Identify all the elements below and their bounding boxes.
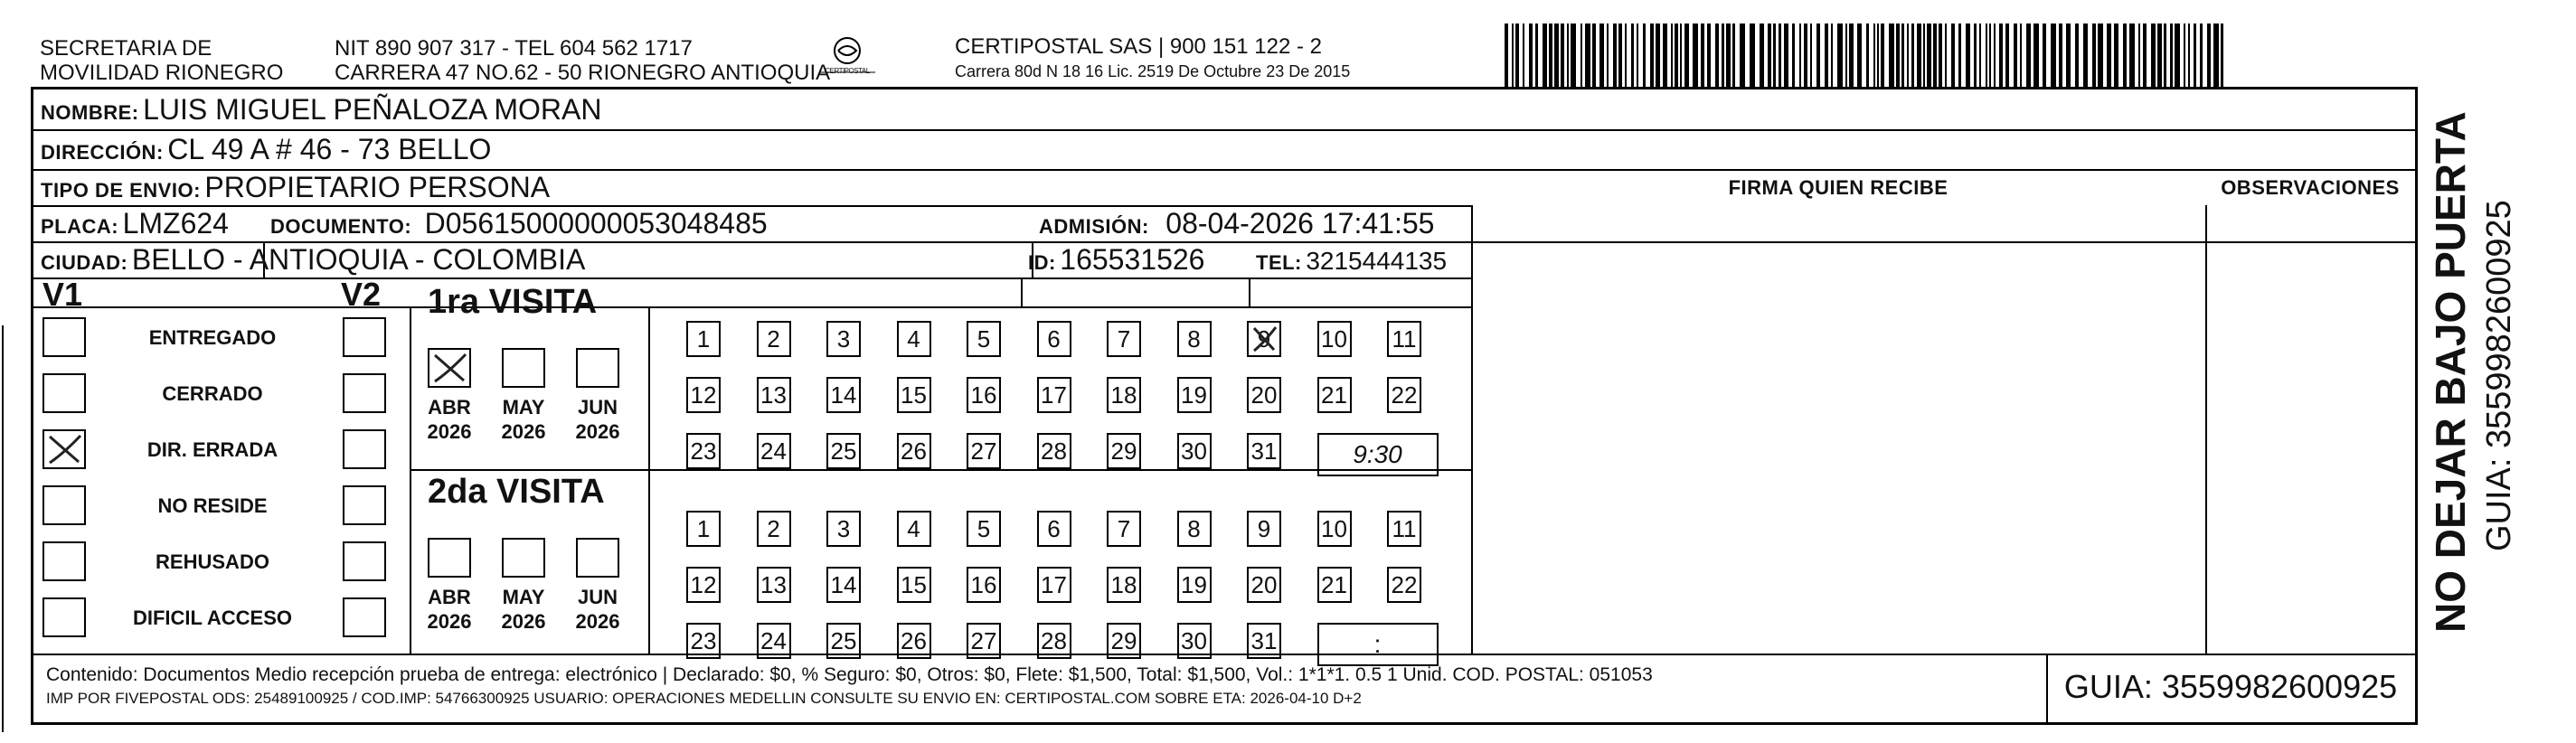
- documento-row: [270, 207, 768, 240]
- tel-value: 3215444135: [1306, 247, 1448, 275]
- direccion-value: CL 49 A # 46 - 73 BELLO: [167, 133, 492, 165]
- month-year: 2026: [575, 610, 620, 633]
- month-year: 2026: [427, 610, 472, 633]
- day-box[interactable]: 1: [686, 511, 721, 547]
- second-visit-title: 2da VISITA: [428, 473, 605, 511]
- day-box[interactable]: 12: [686, 377, 721, 413]
- barcode-bar: [2221, 24, 2223, 89]
- status-label: DIFICIL ACCESO: [132, 607, 292, 629]
- barcode-bar: [1625, 24, 1627, 89]
- side-guia-text: GUIA: 3559982600925: [2480, 200, 2518, 551]
- day-box[interactable]: 18: [1107, 377, 1141, 413]
- v1-checkbox[interactable]: [42, 373, 86, 413]
- barcode-bar: [2092, 24, 2096, 89]
- barcode-bar: [1857, 24, 1862, 89]
- day-box[interactable]: 30: [1177, 433, 1212, 469]
- barcode-bar: [1881, 24, 1884, 89]
- barcode-bar: [1684, 24, 1689, 89]
- month-checkbox[interactable]: [428, 538, 471, 578]
- barcode-bar: [1799, 24, 1801, 89]
- day-box[interactable]: 20: [1247, 377, 1281, 413]
- barcode-bar: [1554, 24, 1559, 89]
- barcode-bar: [2143, 24, 2147, 89]
- barcode-bar: [1663, 24, 1667, 89]
- barcode-bar: [1784, 24, 1788, 89]
- barcode-bar: [2129, 24, 2135, 89]
- month-name: JUN: [577, 396, 618, 419]
- barcode-bar: [1656, 24, 1660, 89]
- barcode-bar: [1816, 24, 1820, 89]
- barcode-bar: [1732, 24, 1735, 89]
- status-label: NO RESIDE: [157, 494, 268, 517]
- barcode-bar: [1515, 24, 1519, 89]
- day-box[interactable]: 23: [686, 623, 721, 659]
- day-box[interactable]: 4: [897, 321, 931, 357]
- month-checkbox[interactable]: [576, 348, 619, 388]
- barcode-bar: [1715, 24, 1719, 89]
- day-box[interactable]: 29: [1107, 433, 1141, 469]
- barcode-bar: [1951, 24, 1955, 89]
- barcode-bar: [1618, 24, 1622, 89]
- barcode-bar: [1592, 24, 1596, 89]
- v2-header: V2: [341, 276, 382, 313]
- barcode-bar: [1571, 24, 1576, 89]
- barcode-bar: [1994, 24, 1996, 89]
- barcode-bar: [1979, 24, 1981, 89]
- month-name: MAY: [502, 586, 545, 608]
- ciudad-value: BELLO - ANTIOQUIA - COLOMBIA: [131, 243, 586, 276]
- v2-checkbox[interactable]: [343, 373, 386, 413]
- tipo-label: TIPO DE ENVIO:: [41, 179, 201, 202]
- barcode-bar: [2207, 24, 2211, 89]
- tel-row: [1256, 247, 1447, 276]
- documento-label: DOCUMENTO:: [270, 215, 412, 238]
- day-box[interactable]: 11: [1387, 511, 1421, 547]
- margin-line: [2, 325, 4, 732]
- ciudad-row: [41, 243, 585, 277]
- month-year: 2026: [427, 420, 472, 443]
- barcode-bar: [1671, 24, 1673, 89]
- day-box[interactable]: 17: [1037, 567, 1071, 603]
- barcode-bar: [1637, 24, 1638, 89]
- tel-label: TEL:: [1256, 251, 1302, 274]
- barcode-bar: [1680, 24, 1682, 89]
- day-box[interactable]: 22: [1387, 377, 1421, 413]
- direccion-label: DIRECCIÓN:: [41, 141, 164, 164]
- nombre-label: NOMBRE:: [41, 101, 139, 124]
- ciudad-label: CIUDAD:: [41, 251, 128, 274]
- crossed-day: 9: [1257, 325, 1271, 353]
- barcode-bar: [1535, 24, 1538, 89]
- barcode-bar: [2075, 24, 2079, 89]
- barcode-bar: [1866, 24, 1869, 89]
- barcode-bar: [2114, 24, 2118, 89]
- v2-checkbox[interactable]: [343, 485, 386, 525]
- admision-value: 08-04-2026 17:41:55: [1165, 207, 1435, 240]
- v2-checkbox[interactable]: [343, 597, 386, 637]
- day-box[interactable]: 19: [1177, 377, 1212, 413]
- v1-checkbox[interactable]: [42, 597, 86, 637]
- first-visit-title: 1ra VISITA: [428, 283, 598, 321]
- barcode-bar: [1561, 24, 1564, 89]
- month-checkbox[interactable]: [428, 348, 471, 388]
- month-year: 2026: [501, 610, 546, 633]
- month-year: 2026: [575, 420, 620, 443]
- barcode-bar: [1505, 24, 1508, 89]
- day-box[interactable]: 29: [1107, 623, 1141, 659]
- day-box[interactable]: 2: [757, 321, 791, 357]
- day-box[interactable]: 5: [967, 321, 1001, 357]
- day-box[interactable]: [1247, 321, 1281, 357]
- id-row: [1028, 243, 1204, 277]
- day-box[interactable]: 28: [1037, 623, 1071, 659]
- footer-guia: GUIA: 3559982600925: [2063, 668, 2398, 705]
- barcode-bar: [1825, 24, 1828, 89]
- barcode-bar: [1693, 24, 1698, 89]
- barcode-bar: [2066, 24, 2071, 89]
- month-label: [496, 395, 551, 444]
- org-line-1: SECRETARIA DE: [40, 36, 212, 61]
- barcode-bar: [2138, 24, 2140, 89]
- v2-checkbox[interactable]: [343, 541, 386, 581]
- month-checkbox[interactable]: [576, 538, 619, 578]
- day-box[interactable]: 13: [757, 567, 791, 603]
- handwritten-x-mark: [44, 431, 84, 467]
- nombre-row: [41, 93, 601, 127]
- barcode-bar: [1810, 24, 1812, 89]
- month-label: [571, 585, 625, 634]
- barcode-bar: [1726, 24, 1731, 89]
- barcode-bar: [1549, 24, 1552, 89]
- barcode-bar: [2107, 24, 2111, 89]
- observaciones-header: OBSERVACIONES: [2221, 176, 2400, 199]
- no-dejar-bajo-puerta: NO DEJAR BAJO PUERTA: [2427, 111, 2474, 633]
- v1-checkbox[interactable]: [42, 429, 86, 469]
- day-box[interactable]: 7: [1107, 321, 1141, 357]
- id-label: ID:: [1028, 251, 1056, 274]
- barcode-bar: [1760, 24, 1764, 89]
- day-box[interactable]: 13: [757, 377, 791, 413]
- side-guia: [2477, 154, 2523, 551]
- barcode-bar: [1907, 24, 1909, 89]
- barcode-bar: [1567, 24, 1569, 89]
- month-label: [422, 395, 477, 444]
- day-box[interactable]: 26: [897, 433, 931, 469]
- barcode-bar: [1512, 24, 1514, 89]
- day-box[interactable]: 1: [686, 321, 721, 357]
- barcode-bar: [2188, 24, 2190, 89]
- barcode-bar: [1581, 24, 1582, 89]
- day-box[interactable]: 2: [757, 511, 791, 547]
- barcode: [1505, 24, 2228, 93]
- barcode-bar: [1585, 24, 1590, 89]
- barcode-bar: [1889, 24, 1894, 89]
- barcode-bar: [1966, 24, 1970, 89]
- courier-line-1: CERTIPOSTAL SAS | 900 151 122 - 2: [955, 34, 1322, 59]
- day-box[interactable]: 21: [1317, 567, 1352, 603]
- day-box[interactable]: 11: [1387, 321, 1421, 357]
- barcode-bar: [2184, 24, 2185, 89]
- barcode-bar: [2200, 24, 2203, 89]
- admision-label: ADMISIÓN:: [1039, 215, 1149, 238]
- barcode-bar: [1543, 24, 1547, 89]
- day-box[interactable]: 12: [686, 567, 721, 603]
- barcode-bar: [2059, 24, 2062, 89]
- barcode-bar: [2213, 24, 2219, 89]
- visit-time-box[interactable]: 9:30: [1317, 433, 1439, 476]
- barcode-bar: [1917, 24, 1921, 89]
- logo-text: CERTIPOSTAL: [825, 67, 870, 75]
- barcode-bar: [1933, 24, 1937, 89]
- sender-nit: NIT 890 907 317 - TEL 604 562 1717: [335, 36, 693, 61]
- barcode-bar: [2098, 24, 2103, 89]
- barcode-bar: [1939, 24, 1942, 89]
- day-box[interactable]: 23: [686, 433, 721, 469]
- day-box[interactable]: 16: [967, 567, 1001, 603]
- day-box[interactable]: 27: [967, 623, 1001, 659]
- barcode-bar: [2151, 24, 2156, 89]
- barcode-bar: [1768, 24, 1771, 89]
- sender-info: [335, 36, 830, 85]
- contenido-text: Contenido: Documentos Medio recepción prueba de entrega: electrónico | Declarado: $0, % Seguro: $0, Otros: $0, Flete: $1,500, Total: $1,500, Vol.: 1*1*1. 0.5 1 Unid. COD. POSTAL: 051053: [46, 664, 1653, 685]
- courier-line-2: Carrera 80d N 18 16 Lic. 2519 De Octubre 23 De 2015: [955, 62, 1351, 80]
- day-box[interactable]: 24: [757, 433, 791, 469]
- day-box[interactable]: 31: [1247, 623, 1281, 659]
- barcode-bar: [1523, 24, 1524, 89]
- month-name: MAY: [502, 396, 545, 419]
- placa-label: PLACA:: [41, 215, 119, 238]
- barcode-bar: [2020, 24, 2022, 89]
- day-box[interactable]: 16: [967, 377, 1001, 413]
- day-box[interactable]: 10: [1317, 511, 1352, 547]
- barcode-bar: [1837, 24, 1843, 89]
- barcode-bar: [2033, 24, 2039, 89]
- day-box[interactable]: 17: [1037, 377, 1071, 413]
- org-name: [40, 36, 283, 85]
- barcode-bar: [1877, 24, 1879, 89]
- placa-value: LMZ624: [122, 207, 229, 240]
- day-box[interactable]: 15: [897, 377, 931, 413]
- barcode-bar: [2083, 24, 2088, 89]
- barcode-bar: [1804, 24, 1807, 89]
- barcode-bar: [2043, 24, 2046, 89]
- v1-checkbox[interactable]: [42, 541, 86, 581]
- day-box[interactable]: 3: [826, 511, 861, 547]
- barcode-bar: [1675, 24, 1678, 89]
- barcode-bar: [1779, 24, 1781, 89]
- v2-checkbox[interactable]: [343, 317, 386, 357]
- barcode-bar: [2157, 24, 2162, 89]
- day-box[interactable]: 15: [897, 567, 931, 603]
- v1-checkbox[interactable]: [42, 485, 86, 525]
- day-box[interactable]: 9: [1247, 511, 1281, 547]
- day-box[interactable]: 20: [1247, 567, 1281, 603]
- status-label: REHUSADO: [156, 550, 269, 573]
- day-box[interactable]: 3: [826, 321, 861, 357]
- barcode-bar: [2170, 24, 2173, 89]
- month-label: [571, 395, 625, 444]
- month-year: 2026: [501, 420, 546, 443]
- barcode-bar: [1529, 24, 1533, 89]
- courier-info: [955, 34, 1350, 83]
- placa-row: [41, 207, 229, 240]
- day-box[interactable]: 26: [897, 623, 931, 659]
- nombre-value: LUIS MIGUEL PEÑALOZA MORAN: [143, 93, 602, 126]
- barcode-bar: [1873, 24, 1875, 89]
- barcode-bar: [1773, 24, 1776, 89]
- day-box[interactable]: 6: [1037, 511, 1071, 547]
- day-box[interactable]: 22: [1387, 567, 1421, 603]
- barcode-bar: [1974, 24, 1977, 89]
- barcode-bar: [1901, 24, 1904, 89]
- day-box[interactable]: 30: [1177, 623, 1212, 659]
- barcode-bar: [1701, 24, 1704, 89]
- month-name: ABR: [428, 586, 471, 608]
- barcode-bar: [2175, 24, 2180, 89]
- day-box[interactable]: 6: [1037, 321, 1071, 357]
- month-name: JUN: [577, 586, 618, 608]
- barcode-bar: [1792, 24, 1795, 89]
- barcode-bar: [1599, 24, 1604, 89]
- v2-checkbox[interactable]: [343, 429, 386, 469]
- day-box[interactable]: 14: [826, 567, 861, 603]
- barcode-bar: [1927, 24, 1931, 89]
- side-warning: [2425, 111, 2479, 633]
- tipo-value: PROPIETARIO PERSONA: [204, 171, 551, 203]
- barcode-bar: [1999, 24, 2003, 89]
- barcode-bar: [1986, 24, 1987, 89]
- barcode-bar: [1945, 24, 1947, 89]
- firma-header: FIRMA QUIEN RECIBE: [1728, 176, 1949, 199]
- barcode-bar: [2164, 24, 2166, 89]
- day-box[interactable]: 5: [967, 511, 1001, 547]
- month-label: [496, 585, 551, 634]
- barcode-bar: [1845, 24, 1847, 89]
- barcode-bar: [1831, 24, 1833, 89]
- status-label: ENTREGADO: [148, 326, 277, 349]
- day-box[interactable]: 21: [1317, 377, 1352, 413]
- v1-checkbox[interactable]: [42, 317, 86, 357]
- barcode-bar: [2026, 24, 2031, 89]
- barcode-bar: [1911, 24, 1914, 89]
- month-checkbox[interactable]: [502, 538, 545, 578]
- day-box[interactable]: 7: [1107, 511, 1141, 547]
- barcode-bar: [1896, 24, 1900, 89]
- month-name: ABR: [428, 396, 471, 419]
- delivery-form: [31, 87, 2418, 725]
- barcode-bar: [1989, 24, 1991, 89]
- handwritten-x-mark: [429, 350, 469, 386]
- barcode-bar: [1631, 24, 1634, 89]
- day-box[interactable]: 28: [1037, 433, 1071, 469]
- barcode-bar: [1722, 24, 1724, 89]
- day-box[interactable]: 24: [757, 623, 791, 659]
- day-box[interactable]: 25: [826, 433, 861, 469]
- documento-value: D05615000000053048485: [424, 207, 768, 240]
- barcode-bar: [1849, 24, 1854, 89]
- certipostal-logo: [816, 34, 879, 80]
- barcode-bar: [1613, 24, 1617, 89]
- id-value: 165531526: [1060, 243, 1205, 276]
- barcode-bar: [1750, 24, 1755, 89]
- org-line-2: MOVILIDAD RIONEGRO: [40, 61, 284, 85]
- status-label: DIR. ERRADA: [146, 438, 278, 461]
- tipo-row: [41, 171, 550, 204]
- barcode-bar: [2005, 24, 2009, 89]
- day-box[interactable]: 19: [1177, 567, 1212, 603]
- day-box[interactable]: 8: [1177, 511, 1212, 547]
- barcode-bar: [2014, 24, 2017, 89]
- barcode-bar: [1707, 24, 1711, 89]
- sender-address: CARRERA 47 NO.62 - 50 RIONEGRO ANTIOQUIA: [335, 61, 831, 85]
- direccion-row: [41, 133, 491, 166]
- day-box[interactable]: 27: [967, 433, 1001, 469]
- barcode-bar: [2123, 24, 2127, 89]
- status-label: CERRADO: [162, 382, 263, 405]
- day-box[interactable]: 25: [826, 623, 861, 659]
- day-box[interactable]: 8: [1177, 321, 1212, 357]
- admision-row: [1039, 207, 1434, 240]
- month-label: [422, 585, 477, 634]
- day-box[interactable]: 31: [1247, 433, 1281, 469]
- barcode-bar: [1643, 24, 1646, 89]
- day-box[interactable]: 14: [826, 377, 861, 413]
- barcode-bar: [1923, 24, 1925, 89]
- imp-text: IMP POR FIVEPOSTAL ODS: 25489100925 / COD.IMP: 54766300925 USUARIO: OPERACIONES MEDELLIN CONSULTE SU ENVIO EN: CERTIPOSTAL.COM SOBRE ETA: 2026-04-10 D+2: [46, 690, 1362, 707]
- barcode-bar: [2194, 24, 2196, 89]
- day-box[interactable]: 10: [1317, 321, 1352, 357]
- barcode-bar: [1650, 24, 1654, 89]
- barcode-bar: [2051, 24, 2056, 89]
- day-box[interactable]: 4: [897, 511, 931, 547]
- month-checkbox[interactable]: [502, 348, 545, 388]
- visit-time-box[interactable]: :: [1317, 623, 1439, 666]
- v1-header: V1: [42, 276, 83, 313]
- barcode-bar: [1958, 24, 1961, 89]
- barcode-bar: [1607, 24, 1609, 89]
- barcode-bar: [1740, 24, 1745, 89]
- day-box[interactable]: 18: [1107, 567, 1141, 603]
